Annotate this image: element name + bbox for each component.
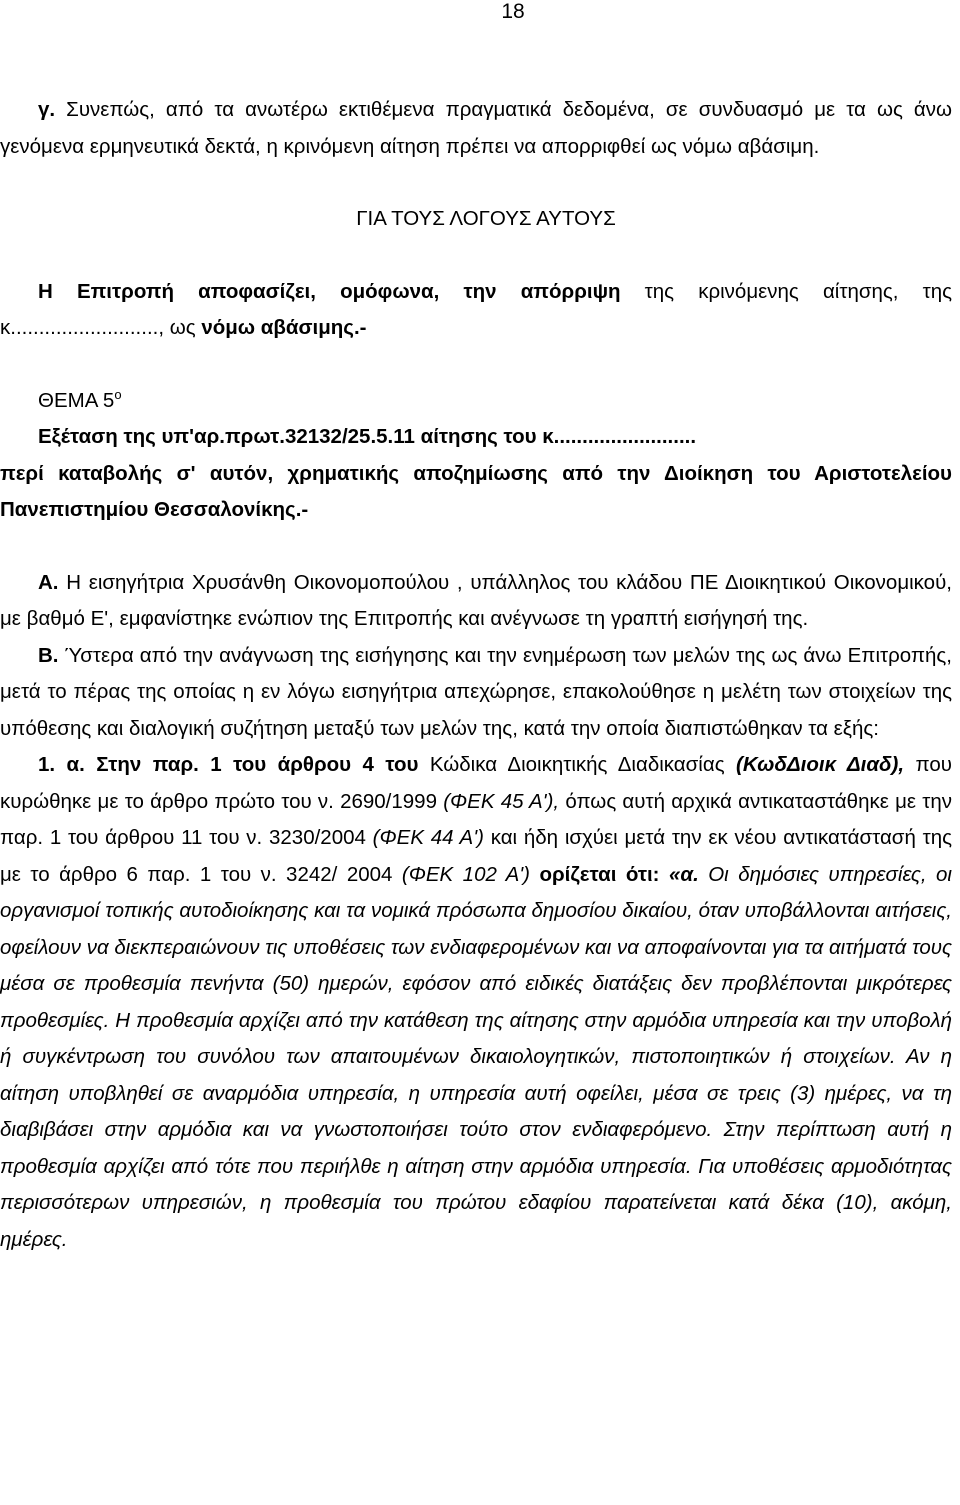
paragraph-label: γ. (38, 98, 56, 121)
p1a-text-4: και ήδη ισχύει μετά την εκ νέου αντικατάστασή της με το άρθρο 6 παρ. 1 του ν. 3242/ 2004 (0, 826, 952, 886)
p1a-bold-1: 1. α. Στην παρ. 1 του άρθρου 4 του (38, 753, 419, 776)
page-number: 18 (501, 0, 525, 23)
paragraph-b-label: Β. (38, 643, 59, 667)
theme-title-text: ΘΕΜΑ 5 (38, 388, 115, 412)
p1a-bold-2: ορίζεται ότι: (530, 862, 669, 886)
document-body (0, 92, 952, 1258)
p1a-text-3: όπως αυτή αρχικά αντικαταστάθηκε με την παρ. 1 του άρθρου 11 του ν. 3230/2004 (0, 789, 952, 849)
p1a-italic-1: (ΦΕΚ 45 Α'), (443, 789, 560, 813)
theme-line-2: περί καταβολής σ' αυτόν, χρηματικής αποζημίωσης από την Διοίκηση του Αριστοτελείου Πανεπιστημίου Θεσσαλονίκης.- (0, 461, 952, 521)
p1a-bold-italic-1: (ΚωδΔιοικ Διαδ), (736, 753, 905, 776)
p1a-quote-text: Οι δημόσιες υπηρεσίες, οι οργανισμοί τοπικής αυτοδιοίκησης και τα νομικά πρόσωπα δημοσίου δικαίου, όταν υποβάλλονται αιτήσεις, οφείλουν να διεκπεραιώνουν τις υποθέσεις των ενδιαφερομένων και να αποφαίνονται για τα αιτήματά τους μέσα σε προθεσμία πενήντα (50) ημερών, εφόσον από ειδικές διατάξεις δεν προβλέπονται μικρότερες προθεσμίες. Η προθεσμία αρχίζει από την κατάθεση της αίτησης στην αρμόδια υπηρεσία και την υποβολή ή συγκέντρωση του συνόλου των απαιτουμένων δικαιολογητικών, πιστοποιητικών ή στοιχείων. Αν η αίτηση υποβληθεί σε αναρμόδια υπηρεσία, η υπηρεσία αυτή οφείλει, μέσα σε τρεις (3) ημέρες, να τη διαβιβάσει στην αρμόδια και να γνωστοποιήσει τούτο στον ενδιαφερόμενο. Στην περίπτωση αυτή η προθεσμία αρχίζει από τότε που περιήλθε η αίτηση στην αρμόδια υπηρεσία. Για υποθέσεις αρμοδιότητας περισσότερων υπηρεσιών, η προθεσμία του πρώτου εδαφίου παρατείνεται κατά δέκα (10), ακόμη, ημέρες. (0, 862, 952, 1251)
decision-bold-end: νόμω αβάσιμης.- (201, 316, 367, 339)
p1a-text-2: που κυρώθηκε με το άρθρο πρώτο του ν. 2690/1999 (0, 753, 952, 813)
decision-bold: Η Επιτροπή αποφασίζει, ομόφωνα, την απόρριψη (38, 279, 621, 303)
paragraph-b-text: Ύστερα από την ανάγνωση της εισήγησης και την ενημέρωση των μελών της ως άνω Επιτροπής, μετά το πέρας της οποίας η εν λόγω εισηγήτρια απεχώρησε, επακολούθησε η μελέτη των στοιχείων της υπόθεσης και διαλογική συζήτηση μεταξύ των μελών της, κατά την οποία διαπιστώθηκαν τα εξής: (0, 643, 952, 740)
paragraph-text: Συνεπώς, από τα ανωτέρω εκτιθέμενα πραγματικά δεδομένα, σε συνδυασμό με τα ως άνω γενόμενα ερμηνευτικά δεκτά, η κρινόμενη αίτηση πρέπει να απορριφθεί ως νόμω αβάσιμη. (0, 98, 952, 158)
p1a-italic-2: (ΦΕΚ 44 Α') (372, 826, 484, 849)
theme-title-sup: ο (114, 386, 122, 402)
decision-text: της κρινόμενης αίτησης, της κ.........................., ως (0, 279, 952, 339)
paragraph-a-label: Α. (38, 570, 59, 594)
theme-title (0, 383, 952, 420)
p1a-italic-3: (ΦΕΚ 102 Α') (401, 862, 530, 886)
heading-reasons: ΓΙΑ ΤΟΥΣ ΛΟΓΟΥΣ ΑΥΤΟΥΣ (356, 207, 616, 230)
paragraph-1a (0, 747, 952, 1258)
decision-paragraph (0, 274, 952, 347)
paragraph-a-text: Η εισηγήτρια Χρυσάνθη Οικονομοπούλου , υπάλληλος του κλάδου ΠΕ Διοικητικού Οικονομικού, με βαθμό Ε', εμφανίστηκε ενώπιον της Επιτροπής και ανέγνωσε τη γραπτή εισήγησή της. (0, 570, 952, 630)
paragraph-gamma (0, 92, 952, 165)
p1a-text-1: Κώδικα Διοικητικής Διαδικασίας (418, 753, 737, 776)
paragraph-b (0, 638, 952, 748)
theme-line-1: Εξέταση της υπ'αρ.πρωτ.32132/25.5.11 αίτησης του κ......................... (38, 425, 697, 448)
paragraph-a (0, 565, 952, 638)
p1a-quote-open: «α. (668, 862, 699, 886)
